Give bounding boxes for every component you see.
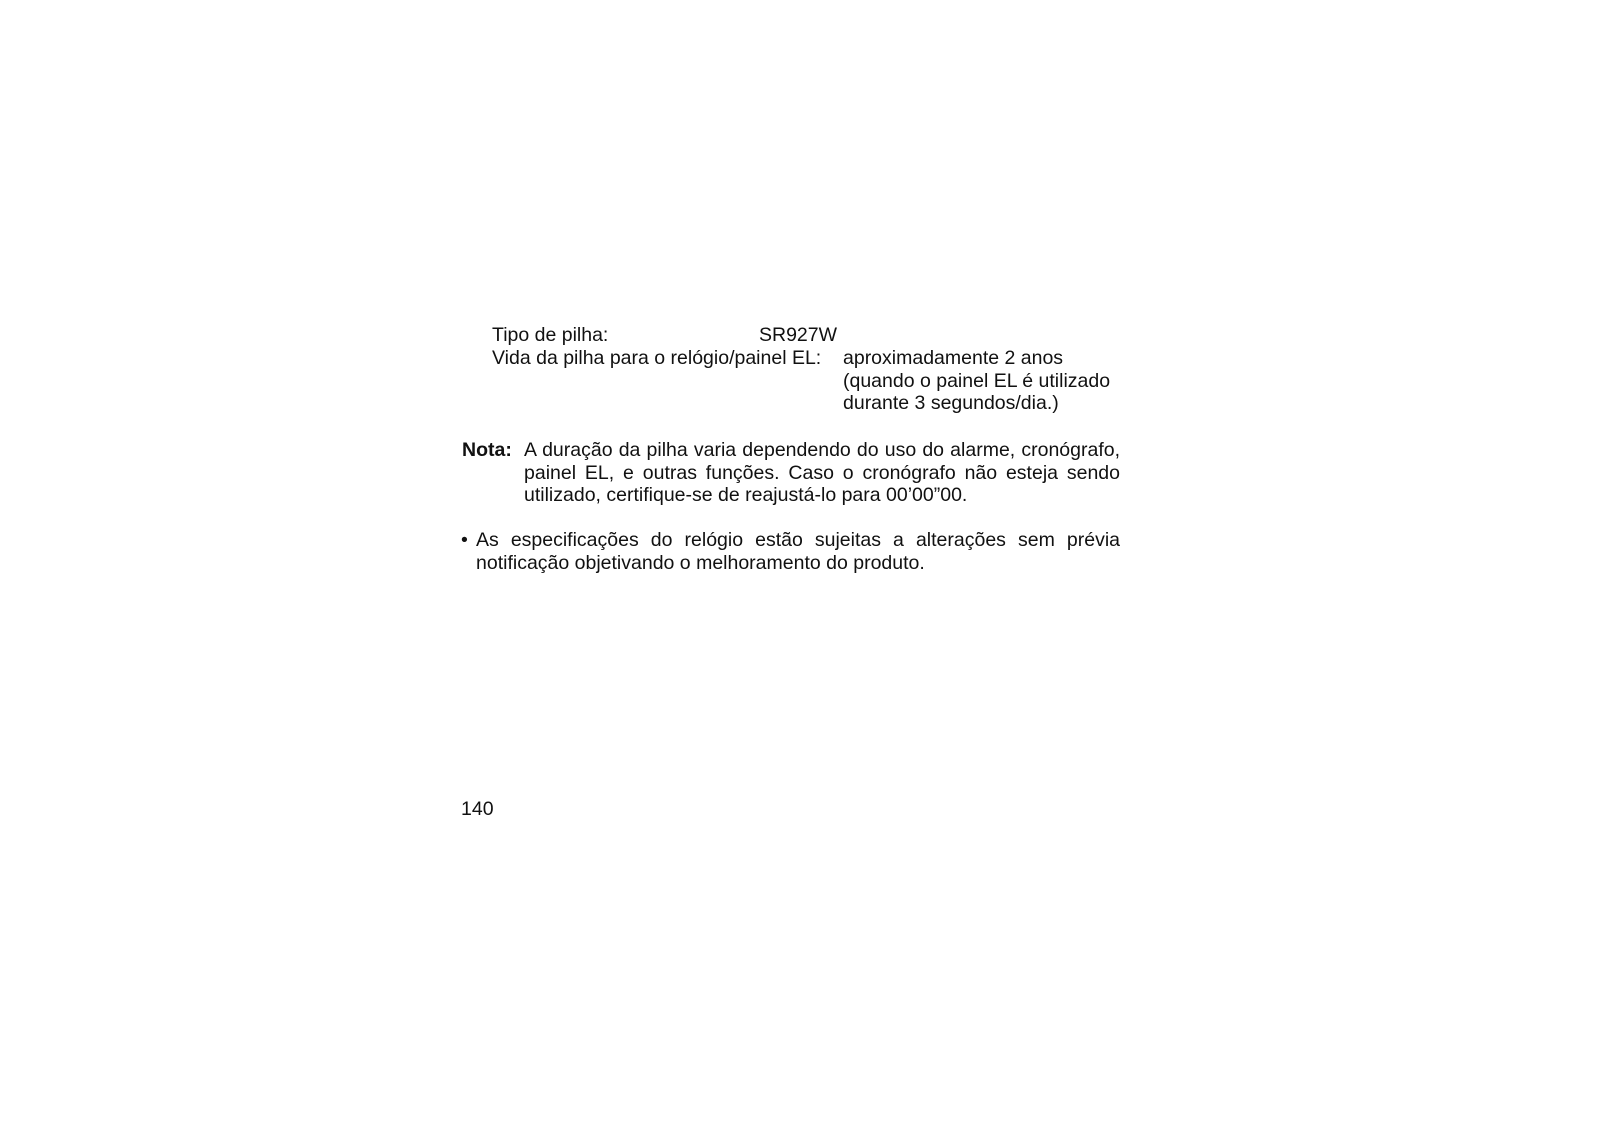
battery-life-line: durante 3 segundos/dia.) bbox=[843, 392, 1059, 414]
note-line: utilizado, certifique-se de reajustá-lo para 00’00”00. bbox=[524, 484, 968, 506]
bullet-icon: • bbox=[461, 529, 468, 551]
battery-life-line: (quando o painel EL é utilizado bbox=[843, 369, 1111, 392]
bullet-line: As especificações do relógio estão sujeitas a alterações sem prévia bbox=[476, 529, 1120, 551]
page-number: 140 bbox=[461, 798, 494, 820]
battery-life-label: Vida da pilha para o relógio/painel EL: bbox=[492, 347, 822, 369]
battery-type-value: SR927W bbox=[759, 324, 838, 346]
battery-life-value bbox=[843, 347, 1143, 415]
battery-life-line: aproximadamente 2 anos bbox=[843, 347, 1064, 369]
note-label: Nota: bbox=[462, 439, 512, 461]
note-text bbox=[524, 439, 1120, 507]
battery-type-label: Tipo de pilha: bbox=[492, 324, 609, 346]
bullet-text bbox=[476, 529, 1120, 574]
note-line: painel EL, e outras funções. Caso o cronógrafo não esteja sendo bbox=[524, 461, 1120, 484]
bullet-line: notificação objetivando o melhoramento do produto. bbox=[476, 551, 925, 574]
note-line: A duração da pilha varia dependendo do uso do alarme, cronógrafo, bbox=[524, 439, 1120, 461]
